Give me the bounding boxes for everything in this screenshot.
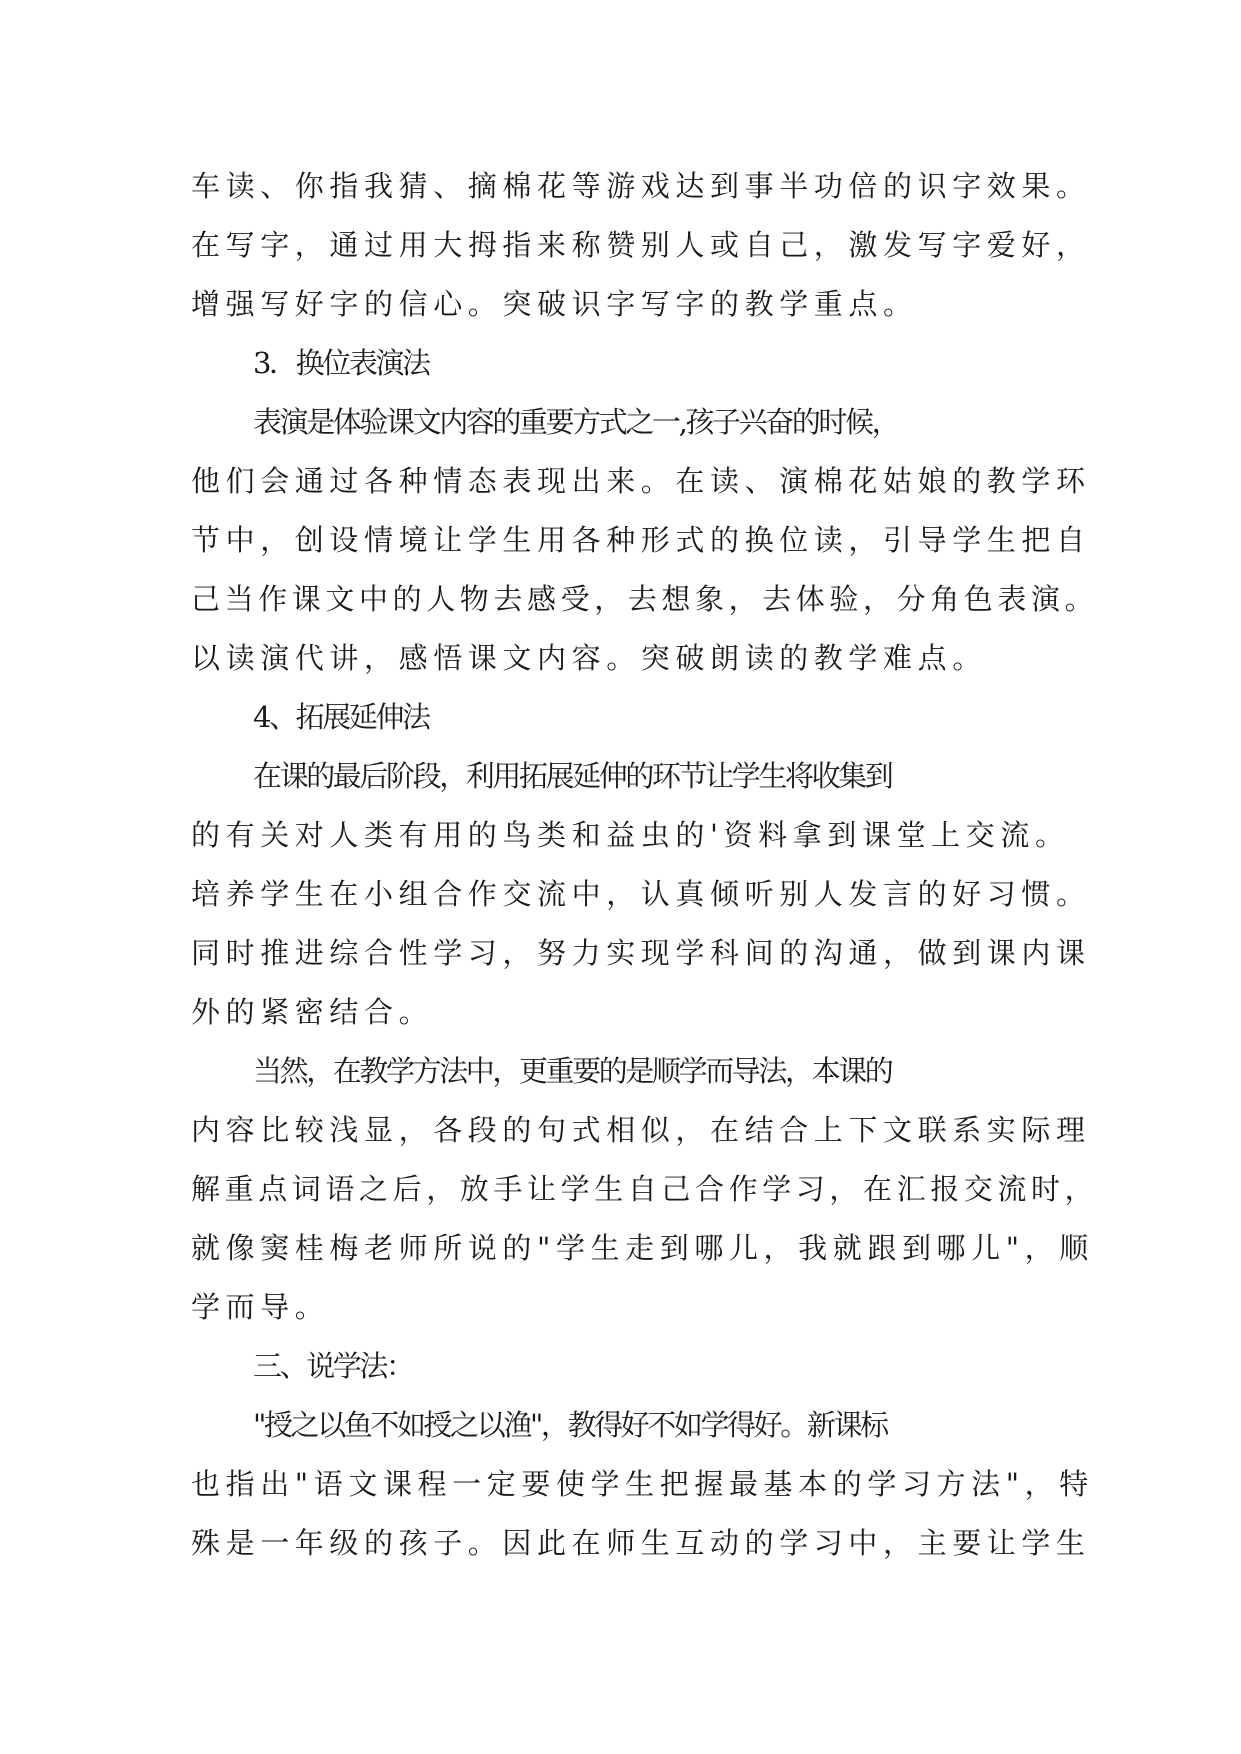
text-line: 在课的最后阶段，利用拓展延伸的环节让学生将收集到 <box>253 759 892 793</box>
text-line: 培养学生在小组合作交流中，认真倾听别人发言的好习惯。 <box>191 877 1091 911</box>
section-heading: 4、拓展延伸法 <box>253 700 429 734</box>
text-line: 节中，创设情境让学生用各种形式的换位读，引导学生把自 <box>191 523 1091 557</box>
text-line: 内容比较浅显，各段的句式相似，在结合上下文联系实际理 <box>191 1113 1091 1147</box>
text-line: 表演是体验课文内容的重要方式之一,孩子兴奋的时候， <box>253 405 899 439</box>
text-line: 己当作课文中的人物去感受，去想象，去体验，分角色表演。 <box>191 582 1099 616</box>
text-line: 在写字，通过用大拇指来称赞别人或自己，激发写字爱好， <box>191 228 1091 262</box>
text-line: 当然，在教学方法中，更重要的是顺学而导法，本课的 <box>253 1054 892 1088</box>
section-heading: 3．换位表演法 <box>253 346 429 380</box>
text-line: 车读、你指我猜、摘棉花等游戏达到事半功倍的识字效果。 <box>191 169 1091 203</box>
text-line: 也指出"语文课程一定要使学生把握最基本的学习方法"，特 <box>191 1467 1094 1501</box>
text-line: 的有关对人类有用的鸟类和益虫的'资料拿到课堂上交流。 <box>191 818 1070 852</box>
text-line: 增强写好字的信心。突破识字写字的教学重点。 <box>191 287 918 321</box>
text-line: 以读演代讲，感悟课文内容。突破朗读的教学难点。 <box>191 641 987 675</box>
text-line: "授之以鱼不如授之以渔"，教得好不如学得好。新课标 <box>253 1408 887 1442</box>
text-line: 他们会通过各种情态表现出来。在读、演棉花姑娘的教学环 <box>191 464 1091 498</box>
text-line: 解重点词语之后，放手让学生自己合作学习，在汇报交流时， <box>191 1172 1099 1206</box>
text-line: 外的紧密结合。 <box>191 995 434 1029</box>
text-line: 学而导。 <box>191 1290 330 1324</box>
text-line: 殊是一年级的孩子。因此在师生互动的学习中，主要让学生 <box>191 1526 1091 1560</box>
text-line: 同时推进综合性学习，努力实现学科间的沟通，做到课内课 <box>191 936 1091 970</box>
text-line: 就像窦桂梅老师所说的"学生走到哪儿，我就跟到哪儿"，顺 <box>191 1231 1094 1265</box>
section-heading: 三、说学法： <box>253 1349 413 1383</box>
